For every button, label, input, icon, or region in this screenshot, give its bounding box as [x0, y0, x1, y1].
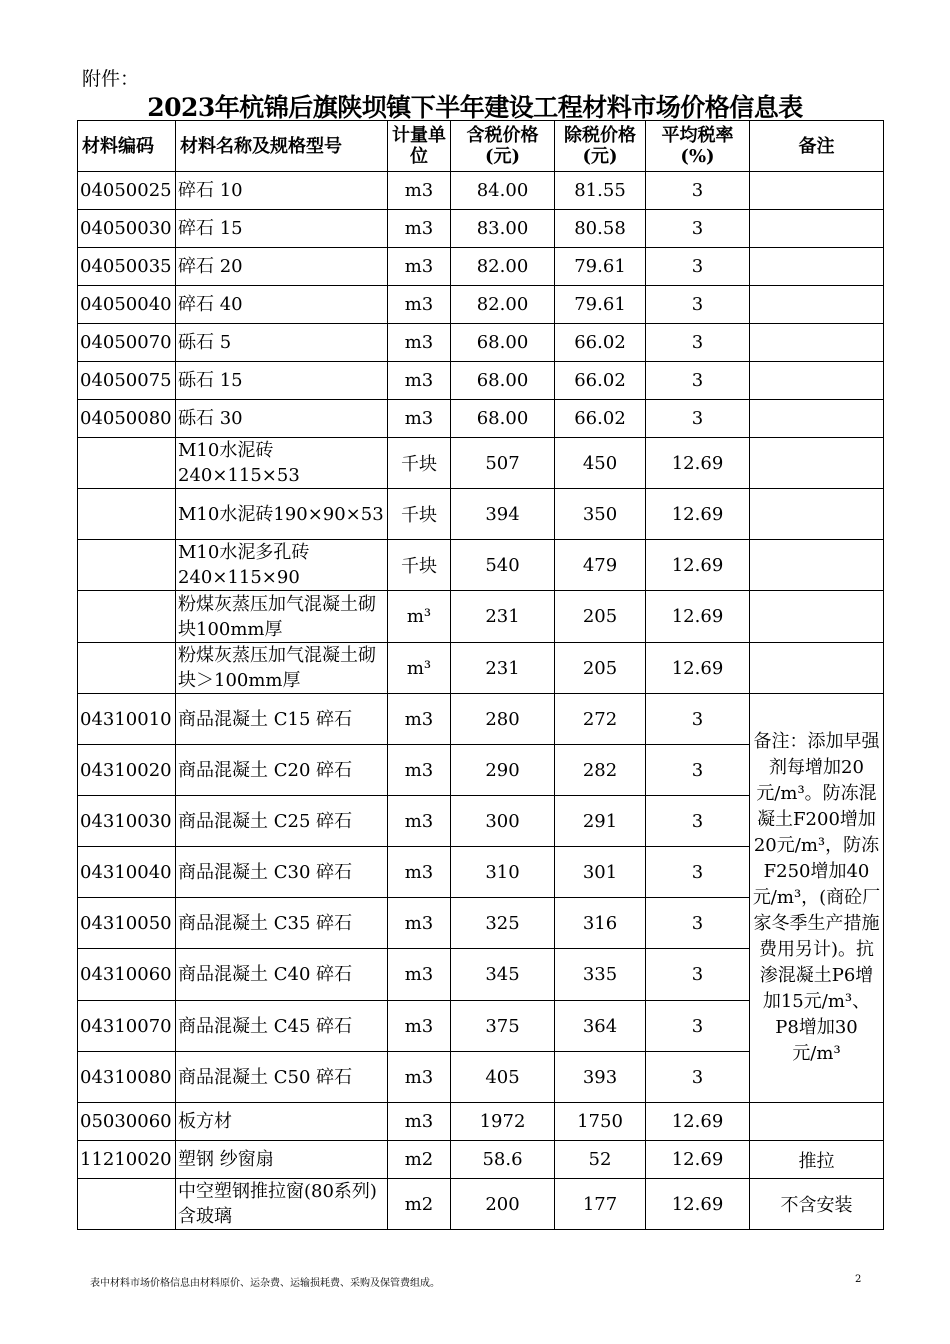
cell-notax-price: 52 [555, 1141, 646, 1179]
cell-tax-price: 345 [451, 949, 555, 1001]
cell-code: 04050035 [78, 248, 176, 286]
table-row [78, 172, 884, 210]
cell-tax-rate: 3 [646, 248, 750, 286]
cell-unit: m3 [388, 1103, 451, 1141]
page-number: 2 [855, 1274, 862, 1285]
cell-remark: 不含安装 [750, 1179, 884, 1230]
cell-code [78, 540, 176, 591]
cell-unit: m2 [388, 1141, 451, 1179]
cell-code: 04050040 [78, 286, 176, 324]
cell-unit: m3 [388, 248, 451, 286]
cell-unit: 千块 [388, 489, 451, 540]
cell-notax-price: 282 [555, 745, 646, 796]
cell-remark [750, 540, 884, 591]
cell-remark: 推拉 [750, 1141, 884, 1179]
cell-notax-price: 316 [555, 898, 646, 949]
cell-unit: m3 [388, 847, 451, 898]
cell-unit: m3 [388, 210, 451, 248]
cell-tax-price: 82.00 [451, 248, 555, 286]
cell-remark [750, 286, 884, 324]
cell-code [78, 591, 176, 643]
cell-name: 商品混凝土 C15 碎石 [176, 694, 388, 745]
cell-name: M10水泥多孔砖240×115×90 [176, 540, 388, 591]
cell-tax-price: 84.00 [451, 172, 555, 210]
cell-tax-price: 231 [451, 643, 555, 694]
cell-remark [750, 172, 884, 210]
cell-code: 04310060 [78, 949, 176, 1001]
cell-code: 11210020 [78, 1141, 176, 1179]
cell-tax-price: 58.6 [451, 1141, 555, 1179]
footer-note: 表中材料市场价格信息由材料原价、运杂费、运输损耗费、采购及保管费组成。 [90, 1278, 440, 1289]
cell-remark [750, 248, 884, 286]
cell-unit: m3 [388, 324, 451, 362]
cell-unit: m3 [388, 286, 451, 324]
cell-name: 碎石 40 [176, 286, 388, 324]
cell-name: 碎石 10 [176, 172, 388, 210]
cell-name: 砾石 15 [176, 362, 388, 400]
table-row [78, 591, 884, 643]
cell-tax-rate: 3 [646, 847, 750, 898]
cell-unit: m3 [388, 172, 451, 210]
cell-name: 塑钢 纱窗扇 [176, 1141, 388, 1179]
cell-code: 05030060 [78, 1103, 176, 1141]
cell-tax-price: 310 [451, 847, 555, 898]
cell-code: 04310010 [78, 694, 176, 745]
cell-code [78, 643, 176, 694]
header-tax-rate: 平均税率(%) [646, 121, 750, 172]
cell-notax-price: 205 [555, 643, 646, 694]
cell-tax-price: 405 [451, 1052, 555, 1103]
cell-tax-rate: 12.69 [646, 1103, 750, 1141]
page-title: 2023年杭锦后旗陕坝镇下半年建设工程材料市场价格信息表 [147, 93, 803, 122]
cell-tax-price: 1972 [451, 1103, 555, 1141]
cell-name: M10水泥砖190×90×53 [176, 489, 388, 540]
cell-notax-price: 450 [555, 438, 646, 489]
cell-name: 中空塑钢推拉窗(80系列)含玻璃 [176, 1179, 388, 1230]
cell-name: 碎石 15 [176, 210, 388, 248]
cell-tax-price: 325 [451, 898, 555, 949]
cell-tax-rate: 3 [646, 362, 750, 400]
cell-tax-rate: 3 [646, 745, 750, 796]
cell-remark [750, 591, 884, 643]
cell-tax-rate: 3 [646, 324, 750, 362]
cell-remark [750, 489, 884, 540]
concrete-remark: 备注：添加早强剂每增加20元/m³。防冻混凝土F200增加20元/m³，防冻F250增加40元/m³，(商砼厂家冬季生产措施费用另计)。抗渗混凝土P6增加15元/m³、P8增加30元/m³ [750, 694, 884, 1103]
cell-tax-price: 83.00 [451, 210, 555, 248]
cell-notax-price: 1750 [555, 1103, 646, 1141]
table-row [78, 643, 884, 694]
cell-tax-rate: 3 [646, 694, 750, 745]
cell-name: 板方材 [176, 1103, 388, 1141]
table-body [78, 172, 884, 1230]
table-row [78, 489, 884, 540]
cell-name: 粉煤灰蒸压加气混凝土砌块100mm厚 [176, 591, 388, 643]
table-row [78, 1103, 884, 1141]
table-row [78, 438, 884, 489]
cell-code: 04050080 [78, 400, 176, 438]
cell-tax-rate: 3 [646, 949, 750, 1001]
cell-notax-price: 66.02 [555, 324, 646, 362]
cell-remark [750, 324, 884, 362]
table-row [78, 362, 884, 400]
cell-tax-rate: 12.69 [646, 540, 750, 591]
cell-notax-price: 205 [555, 591, 646, 643]
cell-tax-rate: 12.69 [646, 643, 750, 694]
cell-unit: m3 [388, 1001, 451, 1052]
cell-remark [750, 210, 884, 248]
cell-tax-rate: 12.69 [646, 591, 750, 643]
cell-notax-price: 80.58 [555, 210, 646, 248]
cell-tax-price: 200 [451, 1179, 555, 1230]
cell-tax-price: 68.00 [451, 362, 555, 400]
cell-code: 04310050 [78, 898, 176, 949]
cell-notax-price: 66.02 [555, 400, 646, 438]
cell-remark [750, 400, 884, 438]
cell-tax-price: 375 [451, 1001, 555, 1052]
cell-unit: m3 [388, 949, 451, 1001]
cell-name: 商品混凝土 C35 碎石 [176, 898, 388, 949]
cell-unit: m3 [388, 1052, 451, 1103]
table-row [78, 286, 884, 324]
cell-name: 商品混凝土 C25 碎石 [176, 796, 388, 847]
cell-tax-rate: 12.69 [646, 489, 750, 540]
cell-name: 砾石 5 [176, 324, 388, 362]
cell-remark [750, 362, 884, 400]
cell-tax-price: 290 [451, 745, 555, 796]
cell-unit: m3 [388, 400, 451, 438]
cell-unit: m3 [388, 898, 451, 949]
cell-tax-price: 68.00 [451, 324, 555, 362]
cell-tax-rate: 12.69 [646, 1141, 750, 1179]
table-row [78, 1179, 884, 1230]
cell-tax-rate: 3 [646, 796, 750, 847]
cell-remark [750, 438, 884, 489]
cell-code: 04310070 [78, 1001, 176, 1052]
cell-tax-rate: 3 [646, 400, 750, 438]
table-row [78, 694, 884, 745]
cell-notax-price: 301 [555, 847, 646, 898]
cell-name: 商品混凝土 C50 碎石 [176, 1052, 388, 1103]
cell-unit: 千块 [388, 540, 451, 591]
cell-tax-price: 300 [451, 796, 555, 847]
cell-unit: 千块 [388, 438, 451, 489]
cell-remark [750, 643, 884, 694]
cell-name: 粉煤灰蒸压加气混凝土砌块＞100mm厚 [176, 643, 388, 694]
header-remark: 备注 [750, 121, 884, 172]
cell-tax-rate: 3 [646, 1052, 750, 1103]
cell-code: 04310020 [78, 745, 176, 796]
table-row [78, 540, 884, 591]
cell-tax-rate: 3 [646, 210, 750, 248]
cell-remark [750, 1103, 884, 1141]
header-notax-price: 除税价格(元) [555, 121, 646, 172]
cell-name: 商品混凝土 C45 碎石 [176, 1001, 388, 1052]
cell-notax-price: 79.61 [555, 286, 646, 324]
cell-code: 04310040 [78, 847, 176, 898]
cell-code: 04050025 [78, 172, 176, 210]
cell-notax-price: 66.02 [555, 362, 646, 400]
price-table [77, 120, 884, 1230]
header-code: 材料编码 [78, 121, 176, 172]
cell-notax-price: 479 [555, 540, 646, 591]
header-unit: 计量单位 [388, 121, 451, 172]
cell-tax-rate: 3 [646, 898, 750, 949]
cell-tax-rate: 12.69 [646, 1179, 750, 1230]
cell-unit: m3 [388, 796, 451, 847]
cell-notax-price: 272 [555, 694, 646, 745]
cell-name: M10水泥砖240×115×53 [176, 438, 388, 489]
attachment-label: 附件： [82, 68, 140, 90]
cell-notax-price: 335 [555, 949, 646, 1001]
cell-unit: m3 [388, 745, 451, 796]
cell-unit: m3 [388, 362, 451, 400]
cell-code: 04310030 [78, 796, 176, 847]
cell-name: 商品混凝土 C20 碎石 [176, 745, 388, 796]
cell-notax-price: 291 [555, 796, 646, 847]
cell-notax-price: 364 [555, 1001, 646, 1052]
header-name: 材料名称及规格型号 [176, 121, 388, 172]
header-tax-price: 含税价格(元) [451, 121, 555, 172]
table-row [78, 210, 884, 248]
cell-code [78, 438, 176, 489]
table-row [78, 400, 884, 438]
cell-notax-price: 393 [555, 1052, 646, 1103]
cell-notax-price: 81.55 [555, 172, 646, 210]
table-row [78, 248, 884, 286]
cell-name: 商品混凝土 C30 碎石 [176, 847, 388, 898]
cell-tax-price: 394 [451, 489, 555, 540]
cell-unit: m2 [388, 1179, 451, 1230]
cell-tax-price: 231 [451, 591, 555, 643]
cell-unit: m³ [388, 591, 451, 643]
cell-unit: m³ [388, 643, 451, 694]
cell-tax-rate: 3 [646, 1001, 750, 1052]
cell-notax-price: 79.61 [555, 248, 646, 286]
cell-name: 商品混凝土 C40 碎石 [176, 949, 388, 1001]
cell-tax-price: 68.00 [451, 400, 555, 438]
cell-tax-rate: 3 [646, 172, 750, 210]
cell-tax-rate: 3 [646, 286, 750, 324]
cell-code: 04050030 [78, 210, 176, 248]
cell-tax-price: 507 [451, 438, 555, 489]
cell-tax-price: 280 [451, 694, 555, 745]
cell-name: 砾石 30 [176, 400, 388, 438]
cell-code: 04050070 [78, 324, 176, 362]
header-row [78, 121, 884, 172]
cell-tax-rate: 12.69 [646, 438, 750, 489]
cell-code: 04310080 [78, 1052, 176, 1103]
cell-name: 碎石 20 [176, 248, 388, 286]
table-row [78, 1141, 884, 1179]
cell-notax-price: 177 [555, 1179, 646, 1230]
cell-code [78, 1179, 176, 1230]
cell-unit: m3 [388, 694, 451, 745]
table-row [78, 324, 884, 362]
cell-code [78, 489, 176, 540]
cell-notax-price: 350 [555, 489, 646, 540]
cell-tax-price: 540 [451, 540, 555, 591]
cell-code: 04050075 [78, 362, 176, 400]
cell-tax-price: 82.00 [451, 286, 555, 324]
